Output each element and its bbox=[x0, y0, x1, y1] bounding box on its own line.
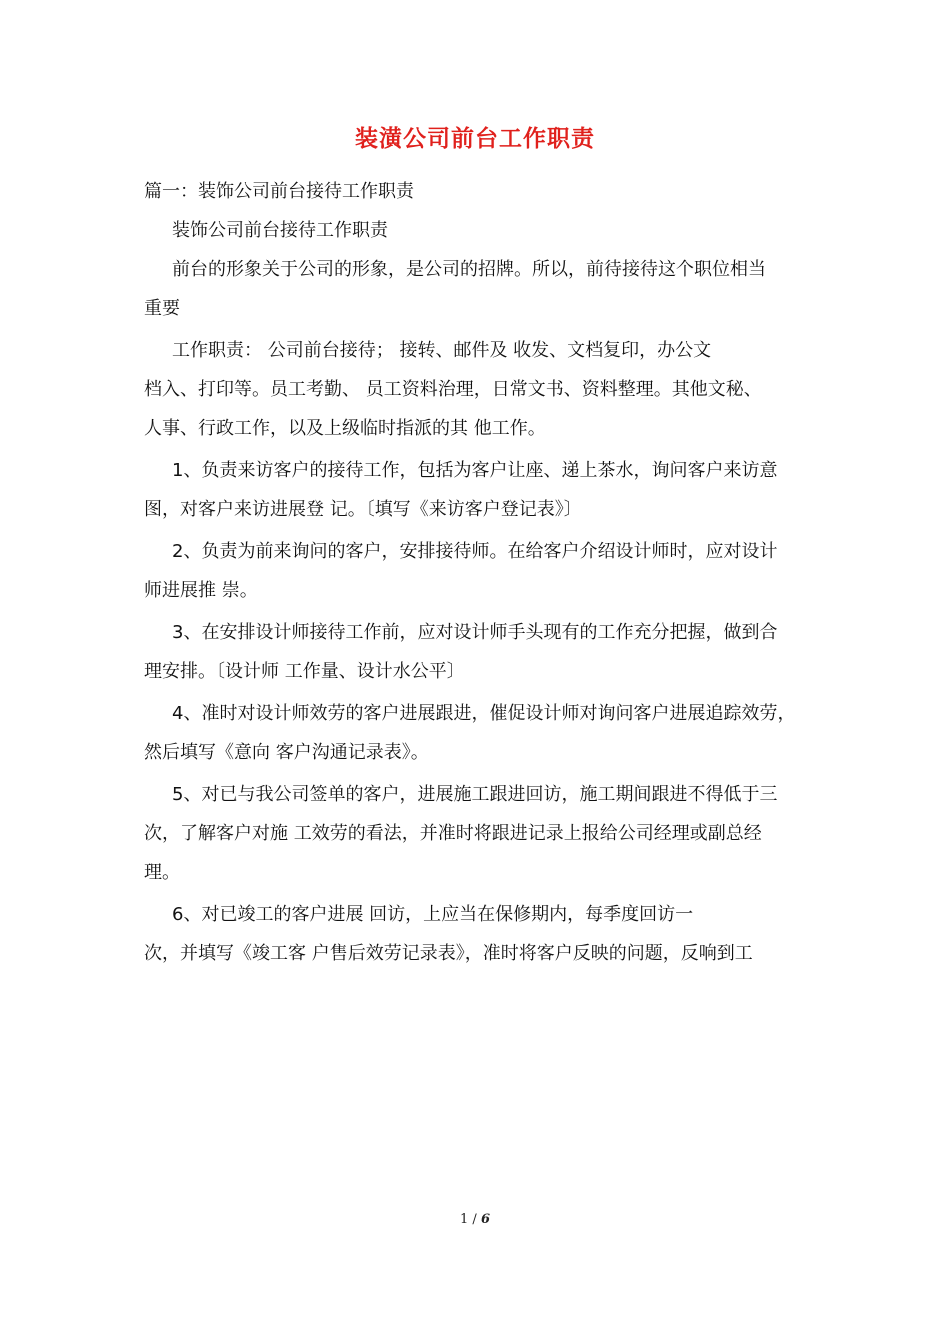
list-item-5-line: 理。 bbox=[144, 862, 180, 883]
paragraph-line: 前台的形象关于公司的形象，是公司的招牌。所以，前待接待这个职位相当 bbox=[172, 259, 766, 280]
page-current: 1 bbox=[460, 1212, 469, 1227]
section-heading: 篇一：装饰公司前台接待工作职责 bbox=[144, 181, 414, 202]
page-separator: / bbox=[472, 1212, 477, 1227]
list-item-6-line: 6、对已竣工的客户进展 回访，上应当在保修期内，每季度回访一 bbox=[172, 904, 694, 925]
list-item-4-line: 然后填写《意向 客户沟通记录表》。 bbox=[144, 742, 429, 763]
list-item-3-line: 3、在安排设计师接待工作前，应对设计师手头现有的工作充分把握，做到合 bbox=[172, 622, 778, 643]
paragraph-line: 档入、打印等。员工考勤、 员工资料治理，日常文书、资料整理。其他文秘、 bbox=[144, 379, 762, 400]
document-body bbox=[144, 172, 820, 973]
list-item-2-line: 师进展推 崇。 bbox=[144, 580, 258, 601]
subsection-heading: 装饰公司前台接待工作职责 bbox=[172, 220, 388, 241]
list-item-5-line: 5、对已与我公司签单的客户，进展施工跟进回访，施工期间跟进不得低于三 bbox=[172, 784, 778, 805]
list-item-1-line: 1、负责来访客户的接待工作，包括为客户让座、递上茶水，询问客户来访意 bbox=[172, 460, 778, 481]
document-title: 装潢公司前台工作职责 bbox=[355, 126, 595, 152]
list-item-6-line: 次，并填写《竣工客 户售后效劳记录表》，准时将客户反映的问题，反响到工 bbox=[144, 943, 753, 964]
list-item-1-line: 图，对客户来访进展登 记。〔填写《来访客户登记表》〕 bbox=[144, 499, 582, 520]
paragraph-line: 工作职责： 公司前台接待； 接转、邮件及 收发、文档复印，办公文 bbox=[172, 340, 712, 361]
page-total: 6 bbox=[480, 1212, 490, 1227]
list-item-3-line: 理安排。〔设计师 工作量、设计水公平〕 bbox=[144, 661, 465, 682]
list-item-4-line: 4、准时对设计师效劳的客户进展跟进，催促设计师对询问客户进展追踪效劳， bbox=[172, 703, 796, 724]
paragraph-line: 人事、行政工作，以及上级临时指派的其 他工作。 bbox=[144, 418, 546, 439]
list-item-2-line: 2、负责为前来询问的客户，安排接待师。在给客户介绍设计师时，应对设计 bbox=[172, 541, 778, 562]
page-number bbox=[0, 1212, 950, 1227]
paragraph-line: 重要 bbox=[144, 298, 180, 319]
list-item-5-line: 次，了解客户对施 工效劳的看法，并准时将跟进记录上报给公司经理或副总经 bbox=[144, 823, 762, 844]
